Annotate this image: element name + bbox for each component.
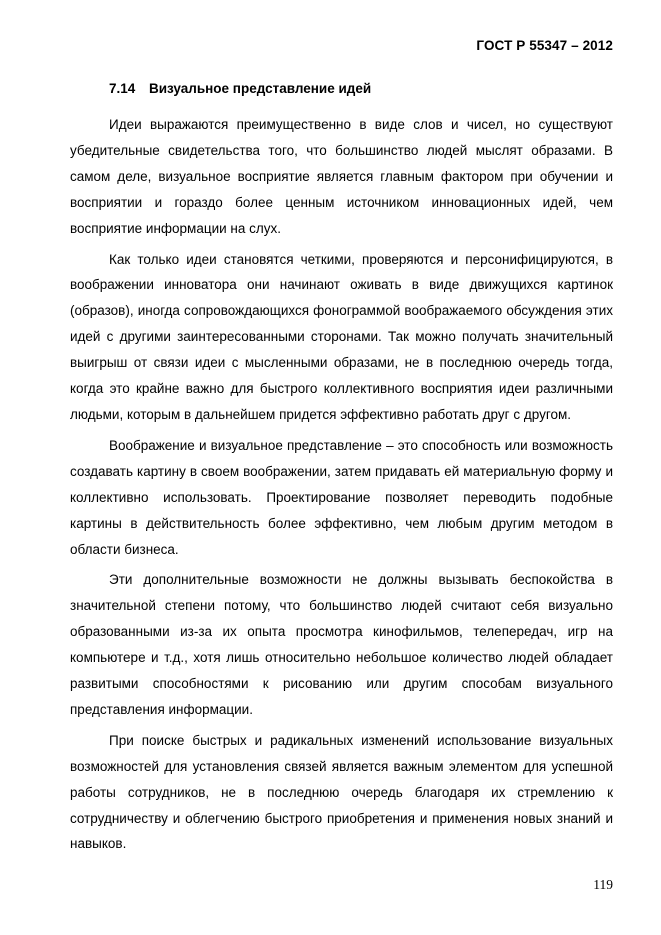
paragraph-5: При поиске быстрых и радикальных изменений использование визуальных возможностей для установления связей является важным элементом для успешной работы сотрудников, не в последнюю очередь благодаря их стремлению к сотрудничеству и облегчению быстрого приобретения и применения новых знаний и навыков. [70, 732, 613, 852]
paragraph-3: Воображение и визуальное представление – это способность или возможность создавать картину в своем воображении, затем придавать ей материальную форму и коллективно использовать. Проектирование позволяет переводить подобные картины в действительность более эффективно, чем любым другим методом в области бизнеса. [70, 437, 613, 557]
section-heading [109, 81, 371, 96]
section-title-text: Визуальное представление идей [149, 81, 372, 96]
paragraph-4: Эти дополнительные возможности не должны вызывать беспокойства в значительной степени потому, что большинство людей считают себя визуально образованными из-за их опыта просмотра кинофильмов, телепередач, игр на компьютере и т.д., хотя лишь относительно небольшое количество людей обладает развитыми способностями к рисованию или другим способам визуального представления информации. [70, 572, 613, 717]
body-text [70, 112, 613, 862]
page-number: 119 [593, 877, 613, 892]
section-number: 7.14 [109, 81, 136, 96]
paragraph-1: Идеи выражаются преимущественно в виде слов и чисел, но существуют убедительные свидетельства того, что большинство людей мыслят образами. В самом деле, визуальное восприятие является главным фактором при обучении и восприятии и гораздо более ценным источником инновационных идей, чем восприятие информации на слух. [70, 117, 613, 236]
paragraph-2: Как только идеи становятся четкими, проверяются и персонифицируются, в воображении инноватора они начинают оживать в виде движущихся картинок (образов), иногда сопровождающихся фонограммой воображаемого обсуждения этих идей с другими заинтересованными сторонами. Так можно получать значительный выигрыш от связи идеи с мысленными образами, не в последнюю очередь тогда, когда это крайне важно для быстрого коллективного восприятия идеи различными людьми, которым в дальнейшем придется эффективно работать друг с другом. [70, 251, 613, 422]
document-code-header: ГОСТ Р 55347 – 2012 [476, 38, 613, 53]
